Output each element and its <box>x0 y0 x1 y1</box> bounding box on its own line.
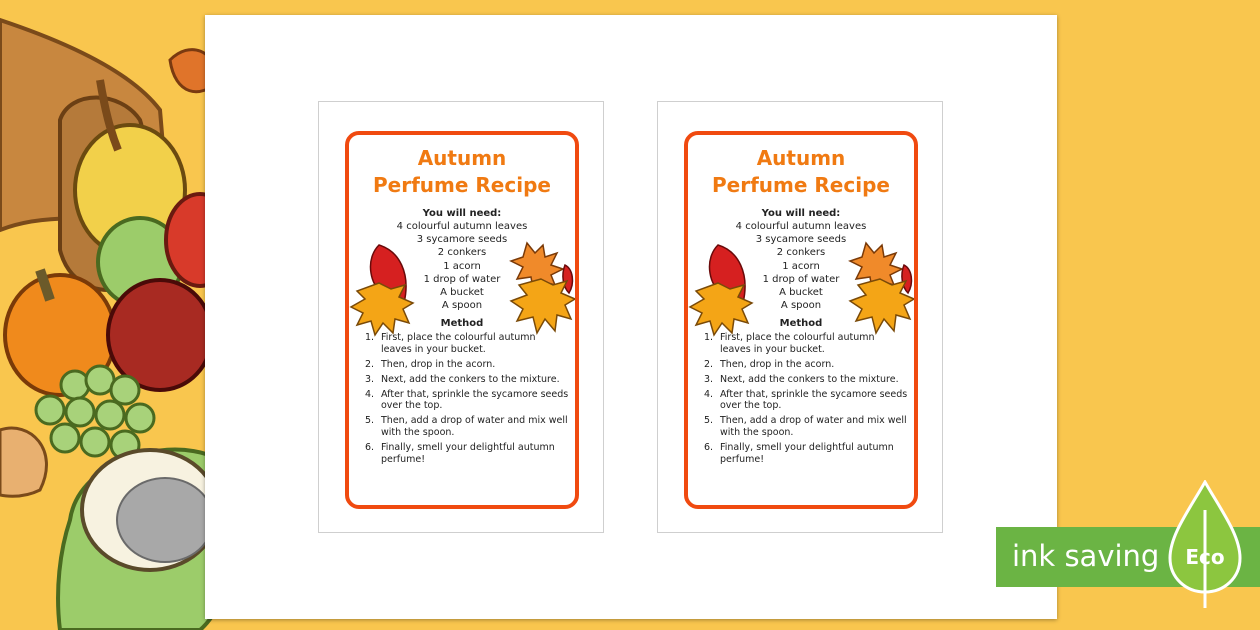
step-text: Finally, smell your delightful autumn perfume! <box>381 441 555 465</box>
ingredient-item: 1 acorn <box>443 260 481 272</box>
ingredient-item: 3 sycamore seeds <box>755 234 847 246</box>
ingredient-item: A bucket <box>779 287 823 299</box>
method-heading: Method <box>779 318 823 330</box>
step-number: 4. <box>704 388 714 400</box>
step-number: 2. <box>365 359 375 371</box>
ingredient-item: 4 colourful autumn leaves <box>735 221 867 232</box>
method-step <box>349 374 575 386</box>
method-steps <box>688 332 914 465</box>
step-number: 3. <box>365 373 375 385</box>
autumn-leaves-icon <box>688 243 754 339</box>
method-step <box>688 374 914 386</box>
card-title <box>349 145 575 199</box>
method-step <box>349 442 575 466</box>
step-text: After that, sprinkle the sycamore seeds over the top. <box>720 388 908 412</box>
method-steps <box>349 332 575 465</box>
step-text: Then, drop in the acorn. <box>720 359 835 371</box>
printable-sheet <box>205 15 1057 619</box>
step-number: 3. <box>704 373 714 385</box>
method-step <box>349 359 575 371</box>
ingredient-item: 3 sycamore seeds <box>416 234 508 246</box>
step-text: Next, add the conkers to the mixture. <box>720 373 899 385</box>
step-text: Next, add the conkers to the mixture. <box>381 373 560 385</box>
step-number: 2. <box>704 359 714 371</box>
method-step <box>349 415 575 439</box>
step-number: 6. <box>365 441 375 453</box>
ingredient-item: A bucket <box>440 287 484 299</box>
step-number: 4. <box>365 388 375 400</box>
ingredient-item: 2 conkers <box>776 247 826 259</box>
step-number: 5. <box>365 415 375 427</box>
recipe-card-slot-left <box>318 101 604 533</box>
step-text: Then, add a drop of water and mix well with the spoon. <box>381 415 568 438</box>
recipe-card-slot-right <box>657 101 943 533</box>
method-heading: Method <box>440 318 484 330</box>
method-step <box>688 359 914 371</box>
ingredient-item: 4 colourful autumn leaves <box>396 221 528 232</box>
card-title <box>688 145 914 199</box>
card-title-line1: Autumn <box>417 146 507 170</box>
ingredient-item: 1 drop of water <box>423 273 501 285</box>
recipe-card-right <box>684 131 918 509</box>
you-will-need-heading: You will need: <box>761 208 841 219</box>
ingredient-item: 2 conkers <box>437 247 487 259</box>
step-number: 6. <box>704 441 714 453</box>
ink-saving-label: ink saving <box>1012 539 1160 573</box>
ingredient-item: A spoon <box>780 300 822 312</box>
recipe-card-left <box>345 131 579 509</box>
autumn-leaves-icon <box>349 243 415 339</box>
card-title-line2: Perfume Recipe <box>373 173 551 197</box>
method-step <box>349 389 575 413</box>
card-title-line2: Perfume Recipe <box>712 173 890 197</box>
method-step <box>688 389 914 413</box>
ingredient-item: 1 drop of water <box>762 273 840 285</box>
step-text: Finally, smell your delightful autumn perfume! <box>720 441 894 465</box>
method-step <box>688 415 914 439</box>
method-step <box>688 442 914 466</box>
step-text: After that, sprinkle the sycamore seeds over the top. <box>381 388 569 412</box>
step-number: 1. <box>365 332 375 344</box>
ingredient-item: A spoon <box>441 300 483 312</box>
ingredient-item: 1 acorn <box>782 260 820 272</box>
card-title-line1: Autumn <box>756 146 846 170</box>
cornucopia-illustration <box>0 0 240 630</box>
step-number: 1. <box>704 332 714 344</box>
step-number: 5. <box>704 415 714 427</box>
step-text: Then, add a drop of water and mix well with the spoon. <box>720 415 907 438</box>
autumn-leaves-icon <box>507 239 575 335</box>
autumn-leaves-icon <box>846 239 914 335</box>
eco-label: Eco <box>1185 545 1225 569</box>
step-text: Then, drop in the acorn. <box>381 359 496 371</box>
step-text: First, place the colourful autumn leaves in your bucket. <box>381 332 536 356</box>
you-will-need-heading: You will need: <box>422 208 502 219</box>
step-text: First, place the colourful autumn leaves in your bucket. <box>720 332 875 356</box>
